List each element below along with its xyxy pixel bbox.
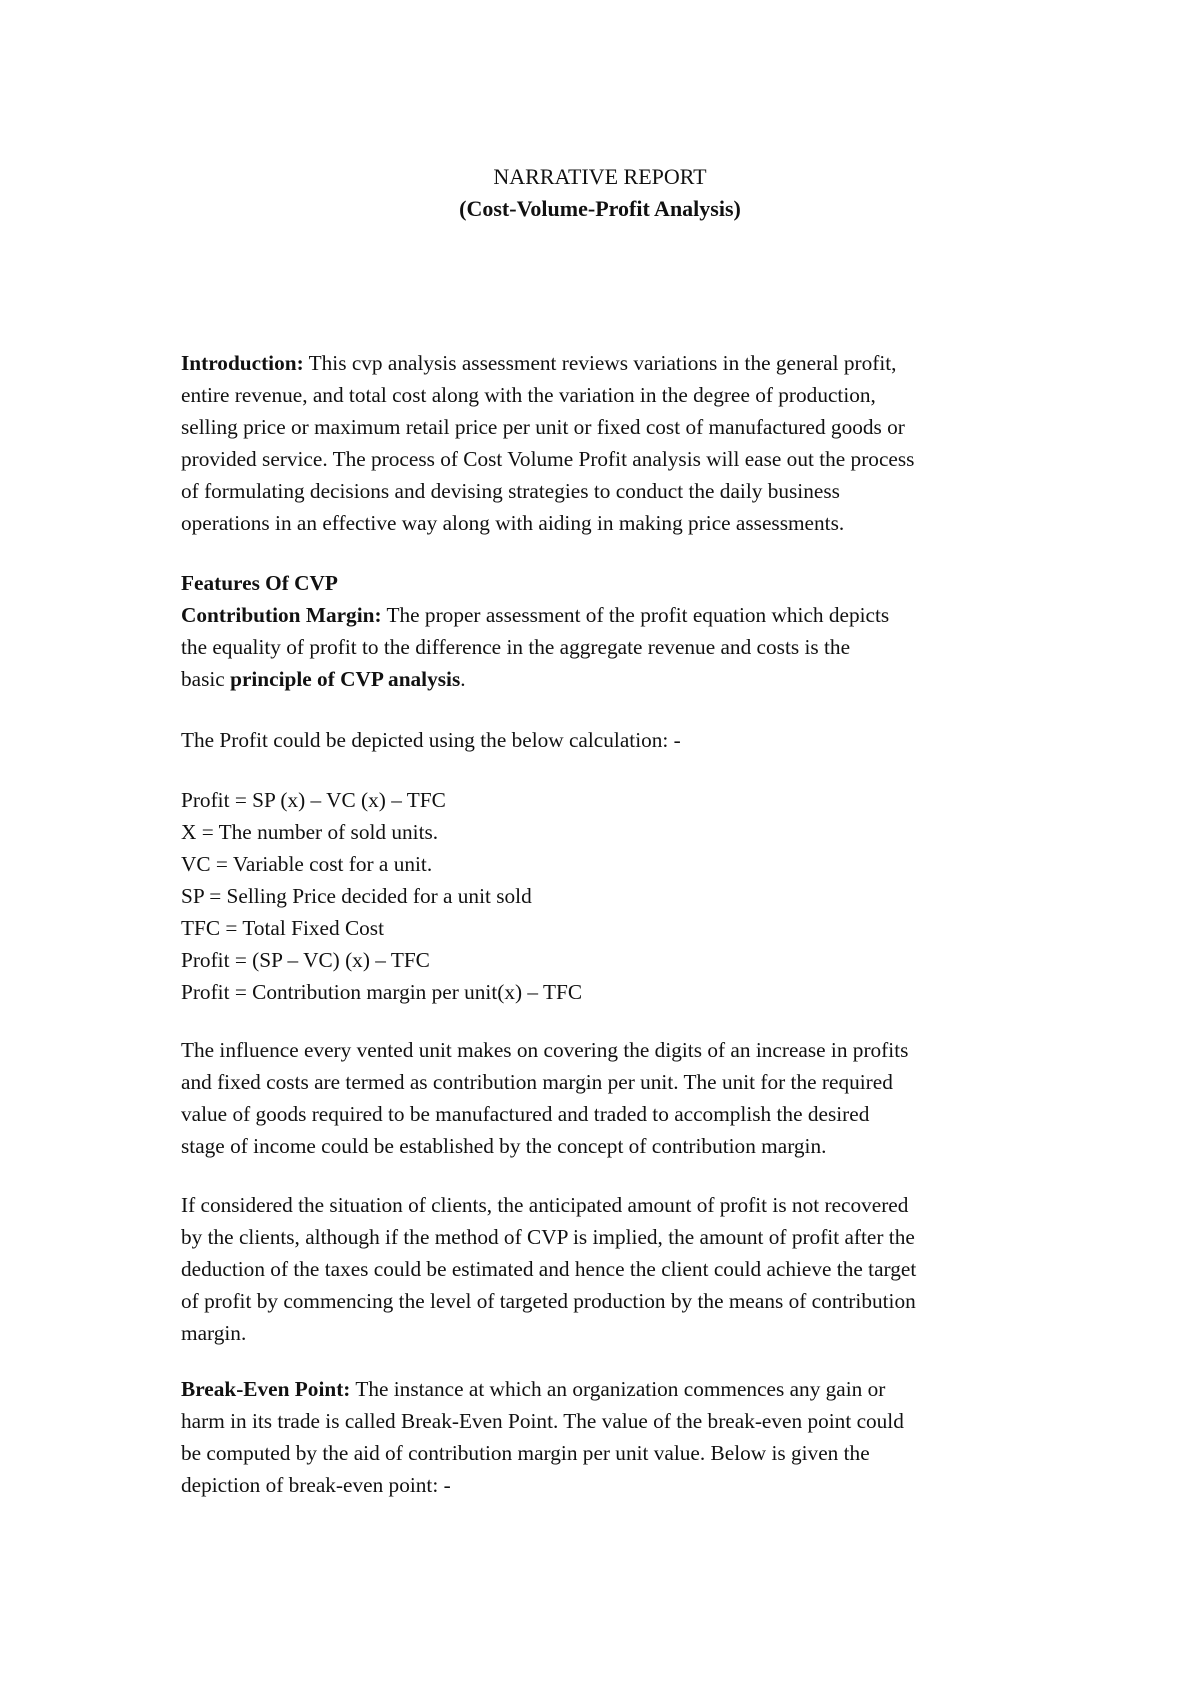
formula-line: SP = Selling Price decided for a unit sold [181,884,532,908]
formula-line: VC = Variable cost for a unit. [181,852,433,876]
report-subtitle: (Cost-Volume-Profit Analysis) [459,196,741,221]
calculation-intro-text: The Profit could be depicted using the below calculation: - [181,728,681,752]
contribution-margin-line: the equality of profit to the difference in the aggregate revenue and costs is the [181,635,851,659]
introduction-text: This cvp analysis assessment reviews variations in the general profit, [303,351,897,375]
influence-line: The influence every vented unit makes on covering the digits of an increase in profits [181,1038,909,1062]
clients-line: deduction of the taxes could be estimated and hence the client could achieve the target [181,1257,917,1281]
introduction-line: of formulating decisions and devising strategies to conduct the daily business [181,479,840,503]
break-even-paragraph [181,1373,1061,1501]
clients-line: If considered the situation of clients, the anticipated amount of profit is not recovered [181,1193,909,1217]
introduction-line: operations in an effective way along with aiding in making price assessments. [181,511,845,535]
introduction-line [181,347,1061,379]
introduction-line: provided service. The process of Cost Volume Profit analysis will ease out the process [181,447,915,471]
cvp-principle-emphasis: principle of CVP analysis [230,667,461,691]
break-even-text: The instance at which an organization commences any gain or [350,1377,886,1401]
report-title: NARRATIVE REPORT [493,164,707,189]
influence-line: stage of income could be established by the concept of contribution margin. [181,1134,827,1158]
contribution-margin-line [181,599,1061,631]
clients-line: by the clients, although if the method of CVP is implied, the amount of profit after the [181,1225,915,1249]
clients-line: margin. [181,1321,247,1345]
break-even-label: Break-Even Point: [181,1377,351,1401]
clients-paragraph [181,1189,1061,1349]
influence-paragraph [181,1034,1061,1162]
contribution-margin-line [181,663,1061,695]
features-section [181,567,1061,695]
break-even-line: harm in its trade is called Break-Even Point. The value of the break-even point could [181,1409,904,1433]
formula-line: TFC = Total Fixed Cost [181,916,385,940]
introduction-line: selling price or maximum retail price per unit or fixed cost of manufactured goods or [181,415,905,439]
break-even-line [181,1373,1061,1405]
introduction-line: entire revenue, and total cost along with the variation in the degree of production, [181,383,876,407]
influence-line: value of goods required to be manufactured and traded to accomplish the desired [181,1102,870,1126]
calculation-intro [181,724,1061,756]
formula-list [181,784,1061,1008]
contribution-margin-label: Contribution Margin: [181,603,382,627]
break-even-line: be computed by the aid of contribution margin per unit value. Below is given the [181,1441,870,1465]
formula-line: Profit = SP (x) – VC (x) – TFC [181,788,446,812]
formula-line: Profit = (SP – VC) (x) – TFC [181,948,430,972]
contribution-margin-text: . [460,667,466,691]
introduction-paragraph [181,347,1061,539]
features-heading: Features Of CVP [181,571,338,595]
break-even-line: depiction of break-even point: - [181,1473,451,1497]
contribution-margin-text: The proper assessment of the profit equation which depicts [381,603,890,627]
formula-line: X = The number of sold units. [181,820,439,844]
clients-line: of profit by commencing the level of targeted production by the means of contribution [181,1289,916,1313]
contribution-margin-text: basic [181,667,231,691]
influence-line: and fixed costs are termed as contribution margin per unit. The unit for the required [181,1070,893,1094]
introduction-label: Introduction: [181,351,304,375]
formula-line: Profit = Contribution margin per unit(x) – TFC [181,980,583,1004]
